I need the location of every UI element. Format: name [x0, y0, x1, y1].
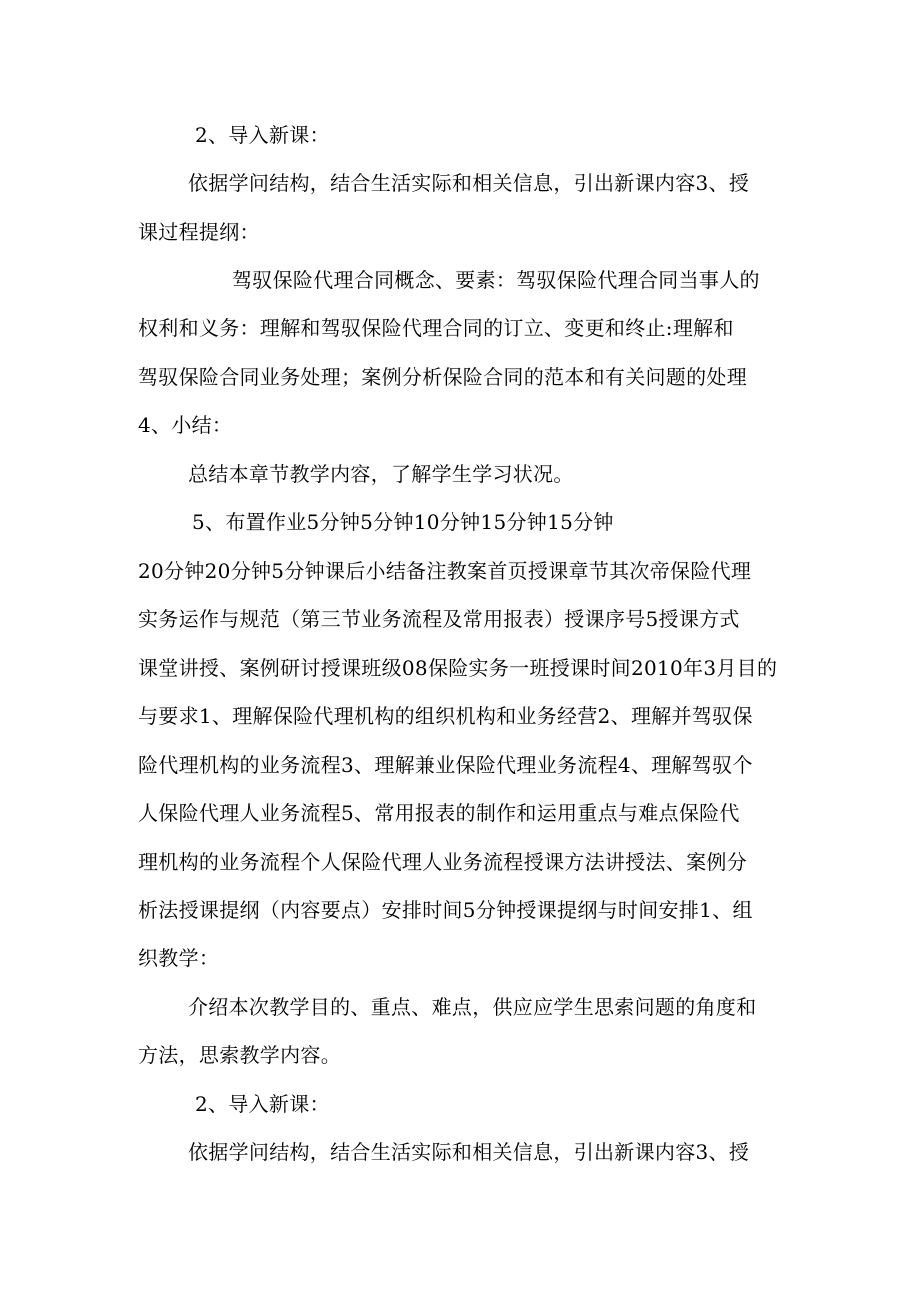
- text-line: 理机构的业务流程个人保险代理人业务流程授课方法讲授法、案例分: [138, 850, 747, 874]
- text-line: 析法授课提纲（内容要点）安排时间5分钟授课提纲与时间安排1、组: [138, 898, 753, 922]
- text-line: 20分钟20分钟5分钟课后小结备注教案首页授课章节其次帝保险代理: [138, 559, 752, 583]
- text-line: 方法，思索教学内容。: [138, 1043, 341, 1067]
- text-line: 2、导入新课：: [195, 1092, 330, 1116]
- text-line: 险代理机构的业务流程3、理解兼业保险代理业务流程4、理解驾驭个: [138, 753, 753, 777]
- text-line: 实务运作与规范（第三节业务流程及常用报表）授课序号5授课方式: [138, 607, 740, 631]
- text-line: 权利和义务：理解和驾驭保险代理合同的订立、变更和终止:理解和: [138, 316, 734, 340]
- text-line: 2、导入新课：: [195, 123, 330, 147]
- text-line: 与要求1、理解保险代理机构的组织机构和业务经营2、理解并驾驭保: [138, 704, 753, 728]
- text-line: 介绍本次教学目的、重点、难点，供应应学生思索问题的角度和: [188, 995, 757, 1019]
- text-line: 课堂讲授、案例研讨授课班级08保险实务一班授课时间2010年3月目的: [138, 656, 778, 680]
- text-line: 驾驭保险合同业务处理；案例分析保险合同的范本和有关问题的处理: [138, 365, 747, 389]
- text-line: 4、小结：: [138, 413, 233, 437]
- text-line: 课过程提纲：: [138, 220, 260, 244]
- text-line: 织教学：: [138, 946, 220, 970]
- text-line: 5、布置作业5分钟5分钟10分钟15分钟15分钟: [192, 510, 614, 534]
- text-line: 总结本章节教学内容，了解学生学习状况。: [188, 462, 574, 486]
- text-line: 驾驭保险代理合同概念、要素：驾驭保险代理合同当事人的: [232, 268, 760, 292]
- text-line: 依据学问结构，结合生活实际和相关信息，引出新课内容3、授: [188, 1140, 750, 1164]
- text-line: 依据学问结构，结合生活实际和相关信息，引出新课内容3、授: [188, 171, 750, 195]
- text-line: 人保险代理人业务流程5、常用报表的制作和运用重点与难点保险代: [138, 801, 740, 825]
